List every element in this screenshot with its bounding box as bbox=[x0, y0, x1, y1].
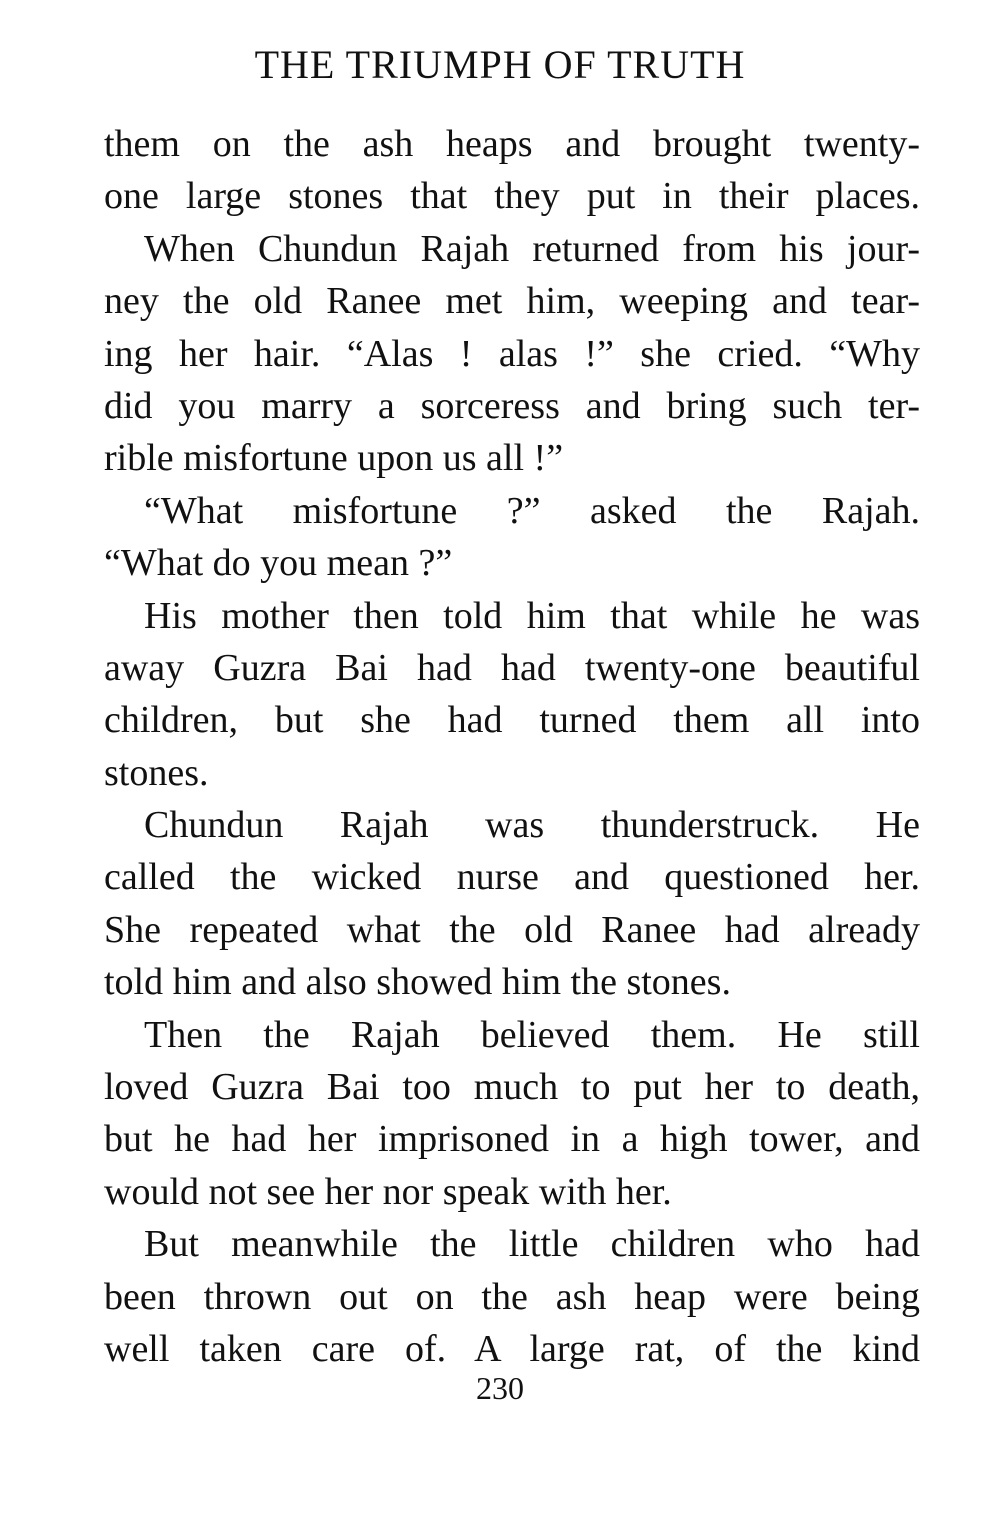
text-line: but he had her imprisoned in a high tower, and bbox=[104, 1118, 920, 1161]
text-line: one large stones that they put in their places. bbox=[104, 175, 920, 218]
text-line: Then the Rajah believed them. He still bbox=[144, 1013, 920, 1056]
text-line: called the wicked nurse and questioned her. bbox=[104, 856, 920, 899]
text-line: ing her hair. “Alas ! alas !” she cried. “Why bbox=[104, 332, 920, 375]
text-line: stones. bbox=[104, 751, 209, 794]
text-line: children, but she had turned them all into bbox=[104, 699, 920, 742]
text-line: Chundun Rajah was thunderstruck. He bbox=[144, 804, 920, 847]
text-line: When Chundun Rajah returned from his jour- bbox=[144, 227, 920, 270]
text-line: “What do you mean ?” bbox=[104, 542, 453, 585]
text-line: been thrown out on the ash heap were being bbox=[104, 1275, 920, 1318]
running-head: THE TRIUMPH OF TRUTH bbox=[254, 42, 746, 87]
text-line: rible misfortune upon us all !” bbox=[104, 437, 564, 480]
text-line: loved Guzra Bai too much to put her to death, bbox=[104, 1066, 920, 1109]
text-line: She repeated what the old Ranee had already bbox=[104, 908, 920, 951]
text-line: away Guzra Bai had had twenty-one beautiful bbox=[104, 646, 920, 689]
text-line: well taken care of. A large rat, of the kind bbox=[104, 1327, 920, 1370]
text-line: told him and also showed him the stones. bbox=[104, 961, 731, 1004]
text-line: His mother then told him that while he was bbox=[144, 594, 920, 637]
text-line: ney the old Ranee met him, weeping and tear- bbox=[104, 280, 920, 323]
body-text bbox=[104, 118, 920, 1375]
text-line: “What misfortune ?” asked the Rajah. bbox=[144, 489, 920, 532]
text-line: did you marry a sorceress and bring such ter- bbox=[104, 384, 920, 427]
text-line: them on the ash heaps and brought twenty- bbox=[104, 123, 920, 165]
page-number: 230 bbox=[476, 1370, 524, 1406]
text-line: would not see her nor speak with her. bbox=[104, 1170, 672, 1213]
text-line: But meanwhile the little children who had bbox=[144, 1223, 920, 1266]
